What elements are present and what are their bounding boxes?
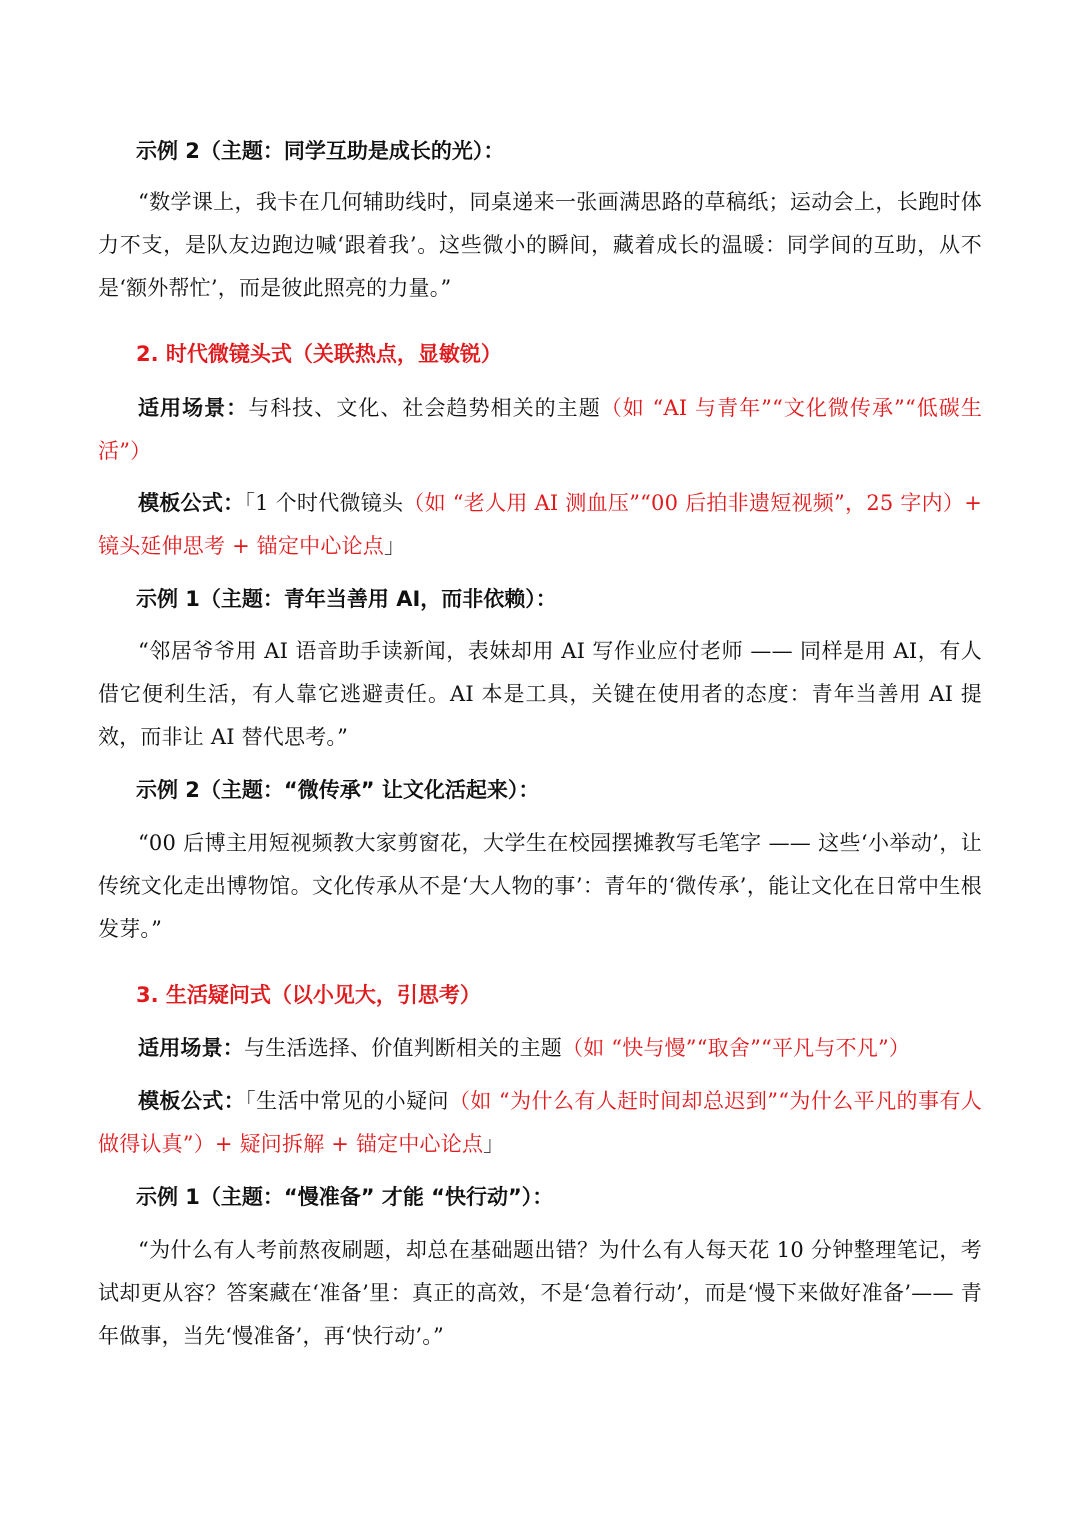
formula-open: 「1 个时代微镜头 [244,491,404,515]
section-2-scene [98,387,982,473]
section-3-formula [98,1080,982,1166]
scene-text: 与生活选择、价值判断相关的主题 [244,1036,562,1060]
scene-examples: （如 “快与慢”“取舍”“平凡与不凡”） [562,1036,911,1060]
section-2-example-2-quote: “00 后博主用短视频教大家剪窗花，大学生在校园摆摊教写毛笔字 —— 这些‘小举动’，让传统文化走出博物馆。文化传承从不是‘大人物的事’：青年的‘微传承’，能让文化在日常中生根发芽。” [98,831,982,941]
section-2-heading: 2. 时代微镜头式（关联热点，显敏锐） [136,342,502,366]
example-2-label: 示例 2（主题：同学互助是成长的光）： [136,139,505,163]
section-2-formula [98,482,982,568]
section-2-example-2-label: 示例 2（主题：“微传承” 让文化活起来）： [136,778,540,802]
section-3-scene [98,1027,982,1070]
section-2-example-1-quote: “邻居爷爷用 AI 语音助手读新闻，表妹却用 AI 写作业应付老师 —— 同样是用 AI，有人借它便利生活，有人靠它逃避责任。AI 本是工具，关键在使用者的态度：青年当善用 AI 提效，而非让 AI 替代思考。” [98,639,982,749]
section-3-heading: 3. 生活疑问式（以小见大，引思考） [136,983,481,1007]
formula-close: 」 [483,1132,505,1156]
formula-label: 模板公式： [138,491,245,515]
formula-detail: （如 “为什么有人赶时间却总迟到”“为什么平凡的事有人做得认真”）+ 疑问拆解 + 锚定中心论点 [98,1089,983,1156]
formula-close: 」 [383,534,406,558]
example-2-quote: “数学课上，我卡在几何辅助线时，同桌递来一张画满思路的草稿纸；运动会上，长跑时体力不支，是队友边跑边喊‘跟着我’。这些微小的瞬间，藏着成长的温暖：同学间的互助，从不是‘额外帮忙’，而是彼此照亮的力量。” [98,190,982,300]
section-3-example-1-label: 示例 1（主题：“慢准备” 才能 “快行动”）： [136,1185,554,1209]
section-2-example-1-label: 示例 1（主题：青年当善用 AI，而非依赖）： [136,587,557,611]
scene-label: 适用场景： [138,1036,244,1060]
scene-label: 适用场景： [138,396,249,420]
section-3-example-1-quote: “为什么有人考前熬夜刷题，却总在基础题出错？为什么有人每天花 10 分钟整理笔记，考试却更从容？答案藏在‘准备’里：真正的高效，不是‘急着行动’，而是‘慢下来做好准备’—— 青年做事，当先‘慢准备’，再‘快行动’。” [98,1238,982,1348]
scene-text: 与科技、文化、社会趋势相关的主题 [248,396,601,420]
formula-label: 模板公式： [138,1089,246,1113]
scene-examples: （如 “AI 与青年”“文化微传承”“低碳生活”） [98,396,983,463]
formula-open: 「生活中常见的小疑问 [245,1089,449,1113]
formula-detail: （如 “老人用 AI 测血压”“00 后拍非遗短视频”，25 字内）+ 镜头延伸思考 + 锚定中心论点 [98,491,983,558]
